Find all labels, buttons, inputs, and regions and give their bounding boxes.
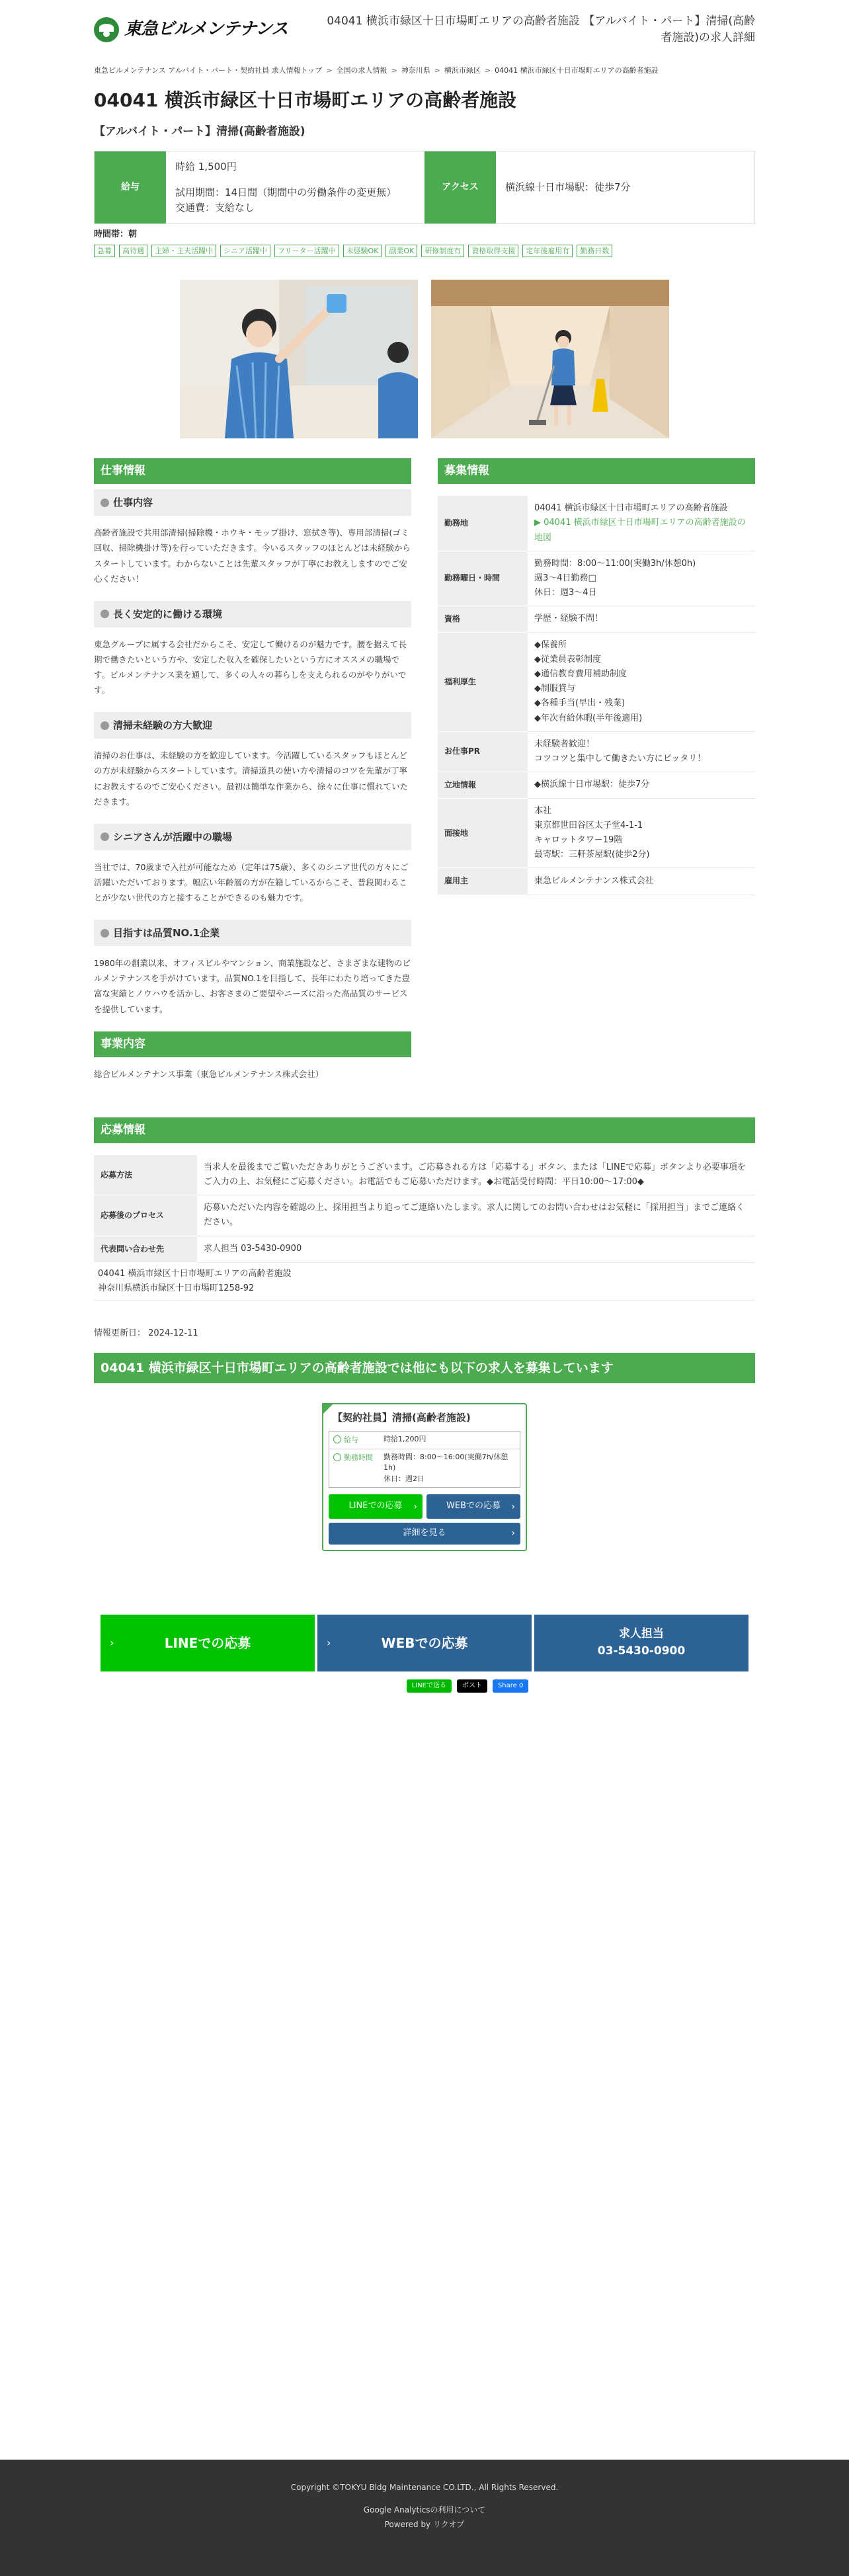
row-value-line: ◆制服貸与 (534, 684, 575, 694)
bullet-icon (101, 610, 109, 618)
row-value-line: ◆年次有給休暇(半年後適用) (534, 713, 643, 723)
row-value-line: 未経験者歓迎！ (534, 739, 595, 749)
row-key: 応募方法 (94, 1155, 197, 1195)
row-value-line: 勤務時間：8:00〜11:00(実働3h/休憩0h) (534, 558, 696, 569)
workplace-street: 神奈川県横浜市緑区十日市場町1258-92 (98, 1283, 255, 1293)
table-row (438, 799, 755, 868)
line-apply-button[interactable] (101, 1615, 315, 1671)
card-line-apply-button[interactable] (329, 1494, 423, 1519)
job-subtitle: 【アルバイト・パート】清掃(高齢者施設) (94, 125, 305, 139)
tag: 定年後雇用有 (522, 245, 573, 257)
breadcrumb: 東急ビルメンテナンス アルバイト・パート・契約社員 求人情報トップ > 全国の求人情報 > 神奈川県 > 横浜市緑区 > 04041 横浜市緑区十日市場町エリアの高齢者施設 (94, 65, 755, 77)
access-head: アクセス (425, 151, 496, 224)
row-key: 雇用主 (438, 868, 528, 895)
table-row (94, 1236, 755, 1262)
tag: 勤務日数 (577, 245, 612, 257)
chevron-right-icon: › (327, 1636, 331, 1649)
row-value-line: ◆保養所 (534, 640, 567, 651)
button-label: LINEでの応募 (348, 1501, 403, 1511)
button-label: WEBでの応募 (381, 1634, 468, 1651)
row-value (528, 551, 755, 606)
row-value: 当求人を最後までご覧いただきありがとうございます。ご応募される方は「応募する」ボタン、または「LINEで応募」ボタンより必要事項をご入力の上、お気軽にご応募ください。お電話でもご応募いただけます。◆お電話受付時間：平日10:00〜17:00◆ (197, 1155, 755, 1195)
row-value: 応募いただいた内容を確認の上、採用担当より追ってご連絡いたします。求人に関してのお問い合わせはお気軽に「採用担当」までご連絡ください。 (197, 1195, 755, 1236)
row-value (528, 799, 755, 868)
workplace-name: 04041 横浜市緑区十日市場町エリアの高齢者施設 (98, 1268, 292, 1279)
row-value-line: 東京都世田谷区太子堂4-1-1 (534, 821, 643, 831)
job-card-time-row (329, 1449, 520, 1488)
line-share-button[interactable]: LINEで送る (407, 1679, 452, 1693)
job-section-title (94, 824, 411, 850)
job-section-body: 東急グループに属する会社だからこそ、安定して働けるのが魅力です。腰を据えて長期で働きたいという方や、安定した収入を確保したいという方にオススメの職場です。ビルメンテナンス業を通して、多くの人々の暮らしを支えられるのがやりがいです。 (94, 639, 407, 696)
holiday-value: 休日：週2日 (384, 1474, 425, 1483)
tag: シニア活躍中 (220, 245, 270, 257)
job-section-body: 清掃のお仕事は、未経験の方を歓迎しています。今活躍しているスタッフもほとんどの方が未経験からスタートしています。清掃道具の使い方や清掃のコツを先輩が丁寧にお教えするのでご安心ください。最初は簡単な作業から、徐々に仕事に慣れていただきます。 (94, 750, 409, 807)
tag: 高待遇 (119, 245, 147, 257)
breadcrumb-item[interactable]: 東急ビルメンテナンス アルバイト・パート・契約社員 求人情報トップ (94, 66, 323, 75)
phone-apply-button[interactable] (534, 1615, 748, 1671)
row-value (528, 496, 755, 551)
row-key: 資格 (438, 606, 528, 632)
table-row (438, 496, 755, 551)
tag-list (94, 245, 755, 257)
job-section-body: 1980年の創業以来、オフィスビルやマンション、商業施設など、さまざまな建物のビルメンテナンスを手がけています。品質NO.1を目指して、長年にわたり培ってきた豊富な実績とノウハウを活かし、お客さまのご要望やニーズに沿った高品質のサービスを提供しています。 (94, 958, 411, 1014)
job-section-title-text: シニアさんが活躍中の職場 (113, 830, 233, 843)
job-info-column (94, 458, 411, 1096)
chevron-right-icon: › (413, 1501, 417, 1512)
bullet-icon (101, 721, 109, 730)
table-row (438, 606, 755, 632)
button-label: 詳細を見る (403, 1528, 446, 1539)
job-info-head: 仕事情報 (94, 458, 411, 484)
transport-fee: 交通費：支給なし (175, 202, 255, 214)
button-label: LINEでの応募 (164, 1634, 251, 1651)
card-detail-button[interactable] (329, 1523, 520, 1545)
tag: フリーター活躍中 (274, 245, 339, 257)
job-section-title-text: 長く安定的に働ける環境 (113, 608, 223, 620)
chevron-right-icon: › (110, 1636, 114, 1649)
row-value-line: ◆通信教育費用補助制度 (534, 669, 627, 680)
salary-value (166, 151, 425, 224)
recruit-head: 募集情報 (438, 458, 755, 484)
salary-label: 給与 (344, 1435, 358, 1445)
job-section-title (94, 712, 411, 739)
row-value-line: 04041 横浜市緑区十日市場町エリアの高齢者施設 (534, 503, 728, 514)
row-value-line: 本社 (534, 806, 552, 816)
row-value (528, 868, 755, 895)
row-key: お仕事PR (438, 731, 528, 772)
row-key: 福利厚生 (438, 633, 528, 732)
logo-icon (94, 17, 119, 42)
row-value-line: 学歴・経験不問！ (534, 614, 604, 624)
business-head: 事業内容 (94, 1031, 411, 1057)
other-jobs-head: 04041 横浜市緑区十日市場町エリアの高齢者施設では他にも以下の求人を募集しています (94, 1353, 755, 1383)
row-value-line: ◆従業員表彰制度 (534, 655, 601, 665)
row-key: 立地情報 (438, 772, 528, 798)
row-value-line: コツコツと集中して働きたい方にピッタリ！ (534, 753, 706, 764)
powered-by[interactable]: Powered by リクオプ (384, 2520, 465, 2529)
job-section-title (94, 601, 411, 627)
row-key: 勤務曜日・時間 (438, 551, 528, 606)
job-card-salary-row (329, 1431, 520, 1449)
salary-line: 時給 1,500円 (175, 160, 237, 173)
job-section-body: 高齢者施設で共用部清掃(掃除機・ホウキ・モップ掛け、窓拭き等)、専用部清掃(ゴミ回収、掃除機掛け等)を行っていただきます。今いるスタッフのほとんどは未経験からスタートしています。わからないことは先輩スタッフが丁寧にお教えしますのでご安心ください！ (94, 528, 411, 584)
business-body: 総合ビルメンテナンス事業（東急ビルメンテナンス株式会社） (94, 1068, 324, 1079)
table-row (94, 1155, 755, 1195)
breadcrumb-current: 04041 横浜市緑区十日市場町エリアの高齢者施設 (495, 66, 659, 75)
table-row (438, 633, 755, 732)
salary-value: 時給1,200円 (384, 1435, 426, 1444)
map-link[interactable]: ▶ 04041 横浜市緑区十日市場町エリアの高齢者施設の地図 (534, 518, 746, 543)
tag: 研修制度有 (421, 245, 464, 257)
table-row (438, 551, 755, 606)
row-value (528, 633, 755, 732)
job-section-title (94, 489, 411, 516)
row-key: 面接地 (438, 799, 528, 868)
tag: 主婦・主夫活躍中 (151, 245, 216, 257)
row-value: 求人担当 03-5430-0900 (197, 1236, 755, 1262)
row-value-line: 最寄駅：三軒茶屋駅(徒歩2分) (534, 850, 650, 860)
time-slot: 時間帯：朝 (94, 229, 138, 240)
row-value (528, 731, 755, 772)
photo-window-cleaning (180, 280, 418, 438)
row-key: 勤務地 (438, 496, 528, 551)
site-logo[interactable] (94, 16, 288, 44)
recruit-column (438, 458, 755, 1096)
copyright: Copyright ©TOKYU Bldg Maintenance CO.LTD., All Rights Reserved. (290, 2483, 559, 2492)
x-post-button[interactable]: ポスト (457, 1679, 487, 1693)
time-label: 勤務時間 (344, 1453, 373, 1462)
job-card-details (329, 1431, 520, 1488)
job-section-title-text: 目指すは品質NO.1企業 (113, 927, 220, 940)
row-value-line: ◆各種手当(早出・残業) (534, 698, 626, 709)
table-row (438, 868, 755, 895)
yen-icon (333, 1435, 341, 1443)
job-section-title-text: 仕事内容 (113, 497, 153, 509)
row-key: 応募後のプロセス (94, 1195, 197, 1236)
row-value-line: ◆横浜線十日市場駅：徒歩7分 (534, 780, 650, 790)
web-apply-button[interactable] (317, 1615, 532, 1671)
job-section-title (94, 920, 411, 946)
breadcrumb-item[interactable]: 横浜市緑区 (444, 66, 481, 75)
row-value-line: 休日：週3〜4日 (534, 587, 597, 598)
photo-floor-cleaning (431, 280, 669, 438)
table-row (94, 1195, 755, 1236)
page-title: 04041 横浜市緑区十日市場町エリアの高齢者施設 (94, 89, 517, 111)
time-value: 勤務時間：8:00〜16:00(実働7h/休憩1h) (384, 1452, 508, 1472)
tag: 急募 (94, 245, 115, 257)
recruit-table (438, 496, 755, 895)
breadcrumb-item[interactable]: 神奈川県 (401, 66, 430, 75)
table-row (438, 731, 755, 772)
apply-buttons (94, 1615, 755, 1671)
analytics-link[interactable]: Google Analyticsの利用について (363, 2505, 486, 2515)
tag: 資格取得支援 (468, 245, 518, 257)
share-buttons (94, 1679, 755, 1693)
facebook-share-button[interactable]: Share 0 (493, 1679, 528, 1693)
button-label: WEBでの応募 (446, 1501, 501, 1511)
job-card (322, 1403, 527, 1551)
trial-period: 試用期間：14日間（期間中の労働条件の変更無） (175, 186, 397, 198)
bullet-icon (101, 499, 109, 507)
row-value-line: キャロットタワー19階 (534, 835, 623, 846)
row-value-line: 東急ビルメンテナンス株式会社 (534, 875, 654, 886)
tag: 未経験OK (343, 245, 382, 257)
workplace-address (94, 1263, 755, 1301)
site-footer (0, 2460, 849, 2576)
row-value (528, 606, 755, 632)
bullet-icon (101, 929, 109, 938)
phone-label: 求人担当 (619, 1627, 664, 1641)
job-section-body: 当社では、70歳まで入社が可能なため（定年は75歳）、多くのシニア世代の方々にご活躍いただいております。幅広い年齢層の方が在籍しているからこそ、普段関わることが少ない世代の方と接することができるのも魅力です。 (94, 862, 409, 903)
clock-icon (333, 1453, 341, 1461)
photo-gallery (94, 280, 755, 438)
table-row (438, 772, 755, 798)
updated-date: 情報更新日： 2024-12-11 (94, 1328, 198, 1338)
job-card-title: 【契約社員】清掃(高齢者施設) (333, 1412, 471, 1424)
card-web-apply-button[interactable] (426, 1494, 520, 1519)
salary-head: 給与 (95, 151, 166, 224)
row-key: 代表問い合わせ先 (94, 1236, 197, 1262)
row-value-line: 週3〜4日勤務□ (534, 573, 596, 583)
row-value (528, 772, 755, 798)
apply-table (94, 1155, 755, 1263)
chevron-right-icon: › (511, 1528, 515, 1539)
job-section-title-text: 清掃未経験の方大歓迎 (113, 719, 213, 732)
summary-table (94, 151, 755, 225)
breadcrumb-item[interactable]: 全国の求人情報 (336, 66, 387, 75)
bullet-icon (101, 832, 109, 841)
access-value: 横浜線十日市場駅：徒歩7分 (505, 181, 631, 193)
header-title: 04041 横浜市緑区十日市場町エリアの高齢者施設 【アルバイト・パート】清掃(高齢者施設)の求人詳細 (327, 14, 755, 44)
tag: 副業OK (385, 245, 417, 257)
site-header (94, 0, 755, 60)
phone-number: 03-5430-0900 (597, 1644, 686, 1658)
logo-text: 東急ビルメンテナンス (124, 19, 288, 40)
apply-head: 応募情報 (94, 1117, 755, 1143)
chevron-right-icon: › (511, 1501, 515, 1512)
